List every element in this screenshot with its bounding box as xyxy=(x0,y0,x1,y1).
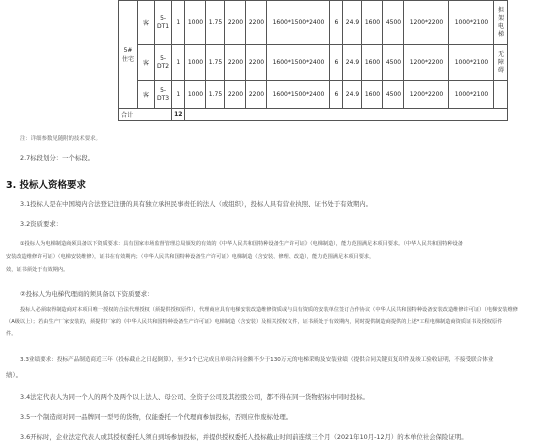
table-cell: 1.75 xyxy=(206,81,225,109)
table-cell: 1200*2200 xyxy=(404,81,449,109)
table-cell: 担架电梯 xyxy=(494,1,508,45)
table-cell: 1000 xyxy=(185,1,206,45)
table-cell: 6 xyxy=(330,1,343,45)
table-cell: 1000*2100 xyxy=(449,1,494,45)
table-cell: 1 xyxy=(172,45,185,81)
table-note: 注：详细参数见随附的技术要求。 xyxy=(20,136,101,142)
paragraph-3-3: 3.3业绩要求：投标产品制造商近三年（投标截止之日起倒算），至少1个已完成且单项合同金额不少于130万元的电梯采购及安装业绩（提供合同关键页复印件及竣工验收证明，不接受联合体业 xyxy=(20,357,494,363)
table-cell: 客 xyxy=(138,1,155,45)
paragraph-b-line4: 件。 xyxy=(6,331,17,337)
table-cell: 6 xyxy=(330,81,343,109)
item-2-7: 2.7标段划分：一个标段。 xyxy=(20,154,95,162)
section-3-title: 3. 投标人资格要求 xyxy=(6,180,87,191)
table-cell: 4500 xyxy=(383,81,404,109)
table-cell: 客 xyxy=(138,81,155,109)
table-cell: 1600*1500*2400 xyxy=(267,45,330,81)
table-total-row xyxy=(119,109,508,121)
table-cell: 1 xyxy=(172,1,185,45)
table-cell: 1200*2200 xyxy=(404,45,449,81)
table-cell: 1600 xyxy=(362,45,383,81)
table-row xyxy=(119,45,508,81)
paragraph-3-6: 3.6开标时，企业法定代表人或其授权委托人须自到场参加投标，并提供授权委托人投标截止时间前连续三个月（2021年10月-12月）的本单位社会保险证明。 xyxy=(20,433,468,441)
table-row xyxy=(119,81,508,109)
table-cell xyxy=(185,109,508,121)
table-row xyxy=(119,1,508,45)
table-cell xyxy=(494,81,508,109)
table-cell: 1000 xyxy=(185,45,206,81)
table-cell: 5-DT3 xyxy=(155,81,172,109)
table-cell: 1000*2100 xyxy=(449,45,494,81)
paragraph-3-3b: 绩）。 xyxy=(6,371,22,379)
table-cell: 1 xyxy=(172,81,185,109)
table-cell: 2200 xyxy=(246,1,267,45)
table-cell: 5-DT1 xyxy=(155,1,172,45)
table-cell: 2200 xyxy=(225,81,246,109)
table-cell: 无障碍 xyxy=(494,45,508,81)
table-cell: 24.9 xyxy=(343,45,362,81)
paragraph-3-1: 3.1投标人是在中国境内合法登记注册的具有独立承担民事责任的法人（或组织），投标人具有营业执照、证书处于有效期内。 xyxy=(20,200,373,208)
paragraph-b-line2: 投标人必须取得制造商对本项目唯一授权的合法代理授权（须提供授权原件），代理商应具有电梯安装改造维修资质或与具有资质的安装单位签订合作协议（中华人民共和国特种设备安装改造维修许可证）（电梯安装维修 xyxy=(20,307,518,313)
table-cell: 2200 xyxy=(246,81,267,109)
table-cell: 5-DT2 xyxy=(155,45,172,81)
paragraph-b-line1: ②投标人为电梯代理商的须具备以下资质要求： xyxy=(20,290,154,298)
table-cell: 1.75 xyxy=(206,45,225,81)
table-cell: 1600 xyxy=(362,81,383,109)
paragraph-3-2: 3.2资质要求： xyxy=(20,220,63,228)
paragraph-3-4: 3.4法定代表人为同一个人的两个及两个以上法人、母公司、全资子公司及其控股公司，都不得在同一货物招标中同时投标。 xyxy=(20,393,369,401)
table-cell: 6 xyxy=(330,45,343,81)
table-cell: 1000*2100 xyxy=(449,81,494,109)
paragraph-3-5: 3.5一个制造商对同一品牌同一型号的货物，仅能委托一个代理商参加投标，否则应作废标处理。 xyxy=(20,413,293,421)
table-cell: 1000 xyxy=(185,81,206,109)
table-cell: 4500 xyxy=(383,45,404,81)
table-cell: 2200 xyxy=(225,45,246,81)
group-label-cell xyxy=(119,1,138,109)
table-cell: 1600*1500*2400 xyxy=(267,1,330,45)
table-cell: 4500 xyxy=(383,1,404,45)
paragraph-a-line3: 效，证书须处于有效期内。 xyxy=(6,267,69,273)
elevator-spec-table xyxy=(118,0,508,121)
paragraph-a-line2: 安装改造维修许可证）（电梯安装维修），证书在有效期内；（中华人民共和国特种设备生产许可证）电梯制造（含安装、修理、改造），能力范围满足本项目要求， xyxy=(6,254,375,260)
table-cell: 1600 xyxy=(362,1,383,45)
table-cell: 2200 xyxy=(225,1,246,45)
table-cell: 24.9 xyxy=(343,1,362,45)
total-label: 合计 xyxy=(119,109,172,121)
table-cell: 24.9 xyxy=(343,81,362,109)
paragraph-b-line3: （A级以上）；若由生产厂家安装的，须提供厂家的《中华人民共和国特种设备生产许可证》电梯制造（含安装）及相关授权文件，证书须处于有效期内，同时提供制造商提供的上述*工程电梯制造商资质证书及授权原件 xyxy=(6,319,503,325)
group-label: 5#住宅 xyxy=(121,46,134,63)
total-value: 12 xyxy=(172,109,185,121)
table-cell: 客 xyxy=(138,45,155,81)
table-cell: 2200 xyxy=(246,45,267,81)
table-cell: 1600*1500*2400 xyxy=(267,81,330,109)
table-cell: 1200*2200 xyxy=(404,1,449,45)
paragraph-a-line1: ①投标人为电梯制造商须具备以下资质要求：具有国家市场监督管理总局颁发的有效的《中华人民共和国特种设备生产许可证》（电梯制造），能力范围满足本项目要求。（中华人民共和国特种设备 xyxy=(20,241,463,247)
table-cell: 1.75 xyxy=(206,1,225,45)
